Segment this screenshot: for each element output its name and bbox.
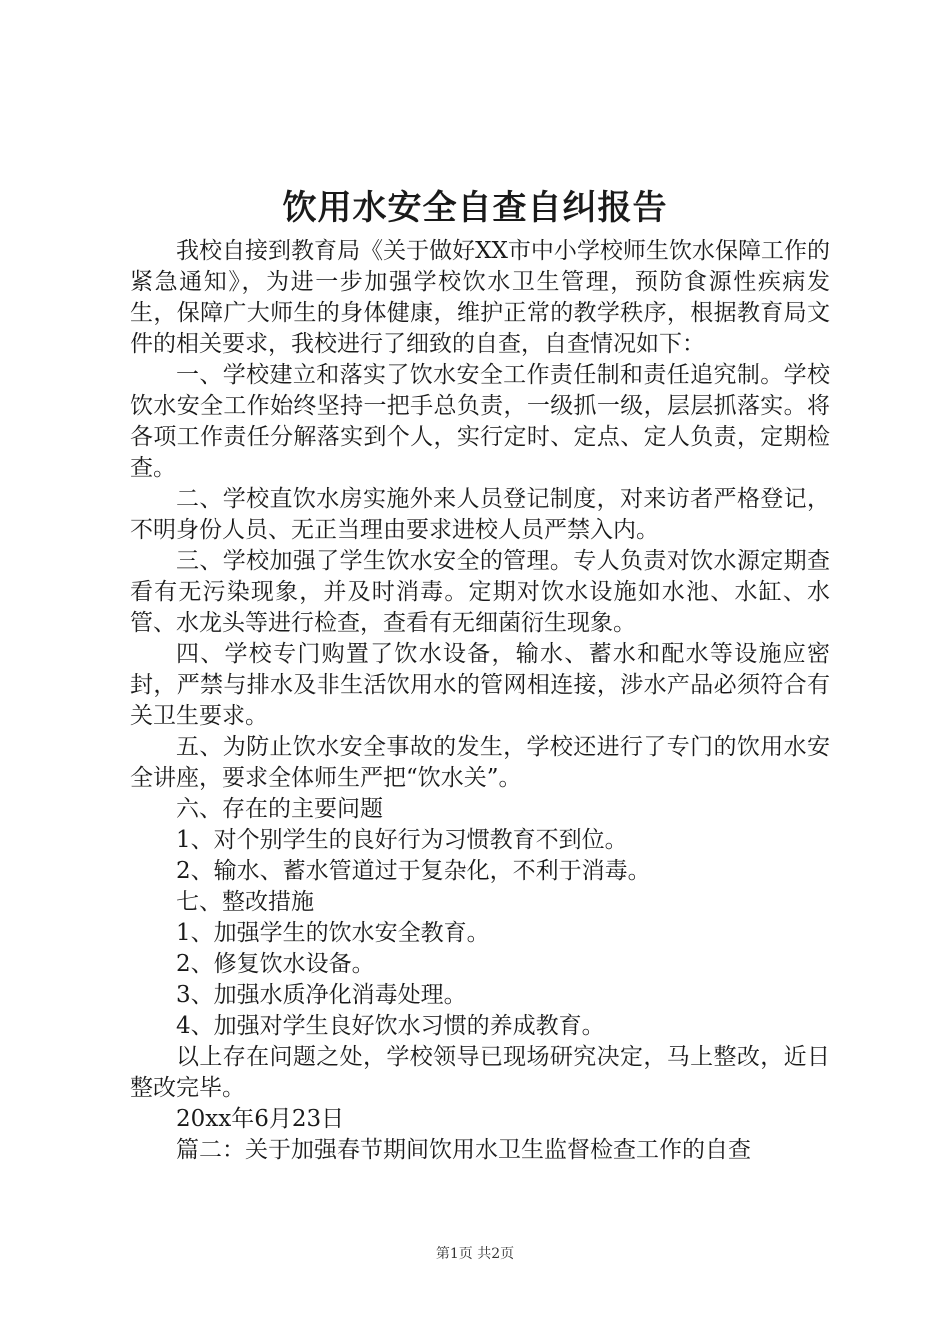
problem-item-1: 1、对个别学生的良好行为习惯教育不到位。 — [176, 827, 628, 853]
section-heading-problems: 六、存在的主要问题 — [176, 796, 383, 822]
paragraph-item-5: 五、为防止饮水安全事故的发生，学校还进行了专门的饮用水安全讲座，要求全体师生严把“饮水关”。 — [130, 734, 830, 791]
next-article-heading: 篇二：关于加强春节期间饮用水卫生监督检查工作的自查 — [176, 1137, 751, 1163]
measure-item-3: 3、加强水质净化消毒处理。 — [176, 982, 467, 1008]
measure-item-2: 2、修复饮水设备。 — [176, 951, 375, 977]
document-body — [130, 236, 830, 1166]
measure-item-1: 1、加强学生的饮水安全教育。 — [176, 920, 490, 946]
paragraph-item-3: 三、学校加强了学生饮水安全的管理。专人负责对饮水源定期查看有无污染现象，并及时消毒。定期对饮水设施如水池、水缸、水管、水龙头等进行检查，查看有无细菌衍生现象。 — [130, 548, 830, 636]
paragraph-item-2: 二、学校直饮水房实施外来人员登记制度，对来访者严格登记，不明身份人员、无正当理由要求进校人员严禁入内。 — [130, 486, 830, 543]
paragraph-item-4: 四、学校专门购置了饮水设备，输水、蓄水和配水等设施应密封，严禁与排水及非生活饮用水的管网相连接，涉水产品必须符合有关卫生要求。 — [130, 641, 830, 729]
paragraph-item-1: 一、学校建立和落实了饮水安全工作责任制和责任追究制。学校饮水安全工作始终坚持一把手总负责，一级抓一级，层层抓落实。将各项工作责任分解落实到个人，实行定时、定点、定人负责，定期检查。 — [130, 362, 830, 481]
document-title: 饮用水安全自查自纠报告 — [282, 188, 668, 228]
page-number: 第1页 共2页 — [435, 1246, 515, 1262]
paragraph-intro: 我校自接到教育局《关于做好XX市中小学校师生饮水保障工作的紧急通知》，为进一步加强学校饮水卫生管理，预防食源性疾病发生，保障广大师生的身体健康，维护正常的教学秩序，根据教育局文件的相关要求，我校进行了细致的自查，自查情况如下： — [130, 238, 830, 357]
problem-item-2: 2、输水、蓄水管道过于复杂化，不利于消毒。 — [176, 858, 651, 884]
measure-item-4: 4、加强对学生良好饮水习惯的养成教育。 — [176, 1013, 605, 1039]
paragraph-conclusion: 以上存在问题之处，学校领导已现场研究决定，马上整改，近日整改完毕。 — [130, 1044, 830, 1101]
document-date: 20xx年6月23日 — [176, 1106, 345, 1132]
section-heading-measures: 七、整改措施 — [176, 889, 314, 915]
